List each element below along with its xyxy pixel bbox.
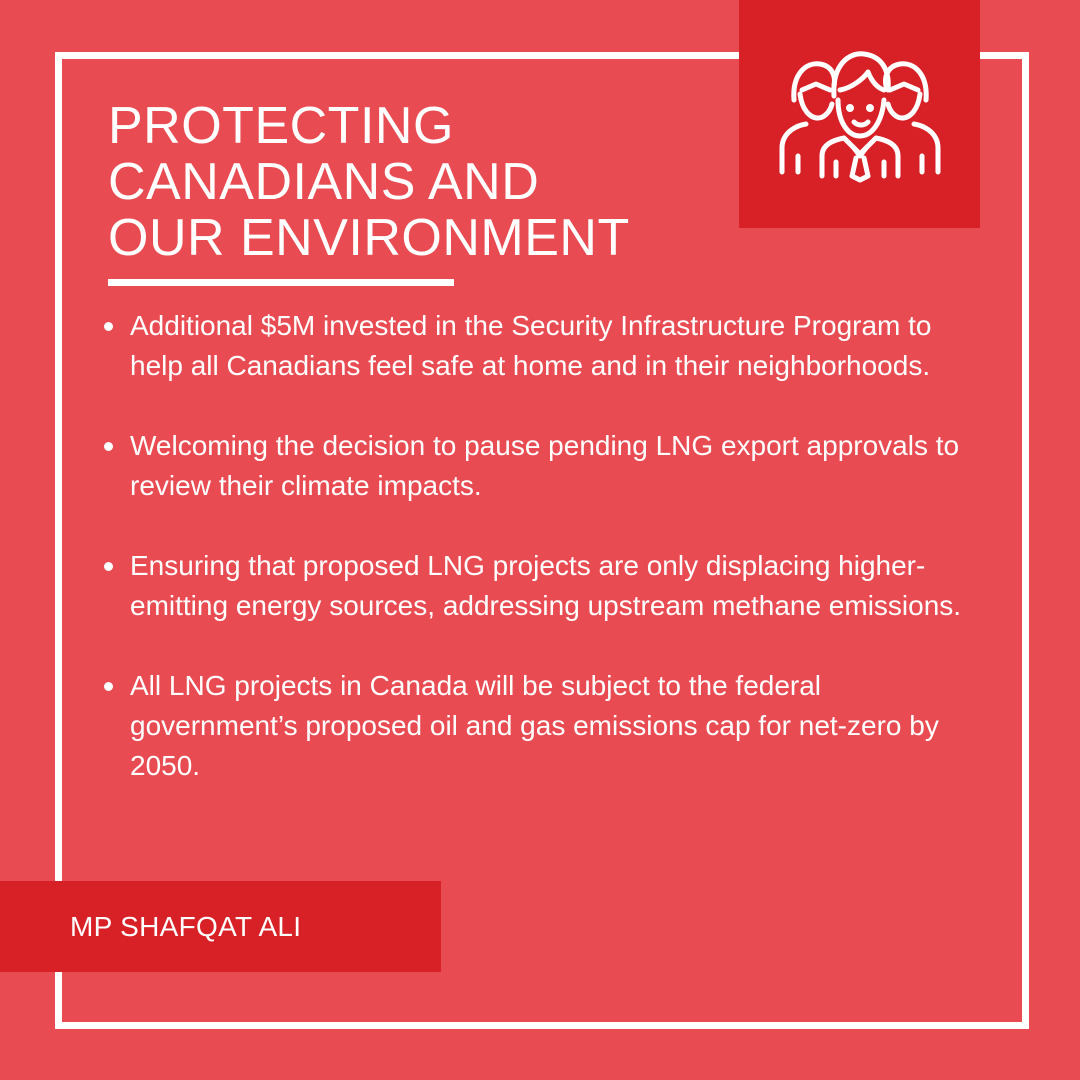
page-title bbox=[108, 98, 728, 266]
title-underline-divider bbox=[108, 279, 454, 286]
bullet-list bbox=[100, 306, 970, 826]
footer-name-banner bbox=[0, 881, 441, 972]
title-line-1: PROTECTING bbox=[108, 97, 454, 155]
bullet-item-lng-pause: Welcoming the decision to pause pending LNG export approvals to review their climate impacts. bbox=[100, 426, 970, 506]
footer-name-label: MP SHAFQAT ALI bbox=[70, 910, 302, 942]
bullet-item-security-funding: Additional $5M invested in the Security Infrastructure Program to help all Canadians feel safe at home and in their neighborhoods. bbox=[100, 306, 970, 386]
people-group-icon bbox=[772, 44, 948, 184]
bullet-item-lng-displacing: Ensuring that proposed LNG projects are only displacing higher-emitting energy sources, addressing upstream methane emissions. bbox=[100, 546, 970, 626]
title-line-2: CANADIANS AND bbox=[108, 153, 540, 211]
icon-panel bbox=[739, 0, 980, 228]
title-line-3: OUR ENVIRONMENT bbox=[108, 209, 630, 267]
bullet-item-emissions-cap: All LNG projects in Canada will be subject to the federal government’s proposed oil and gas emissions cap for net-zero by 2050. bbox=[100, 666, 970, 786]
